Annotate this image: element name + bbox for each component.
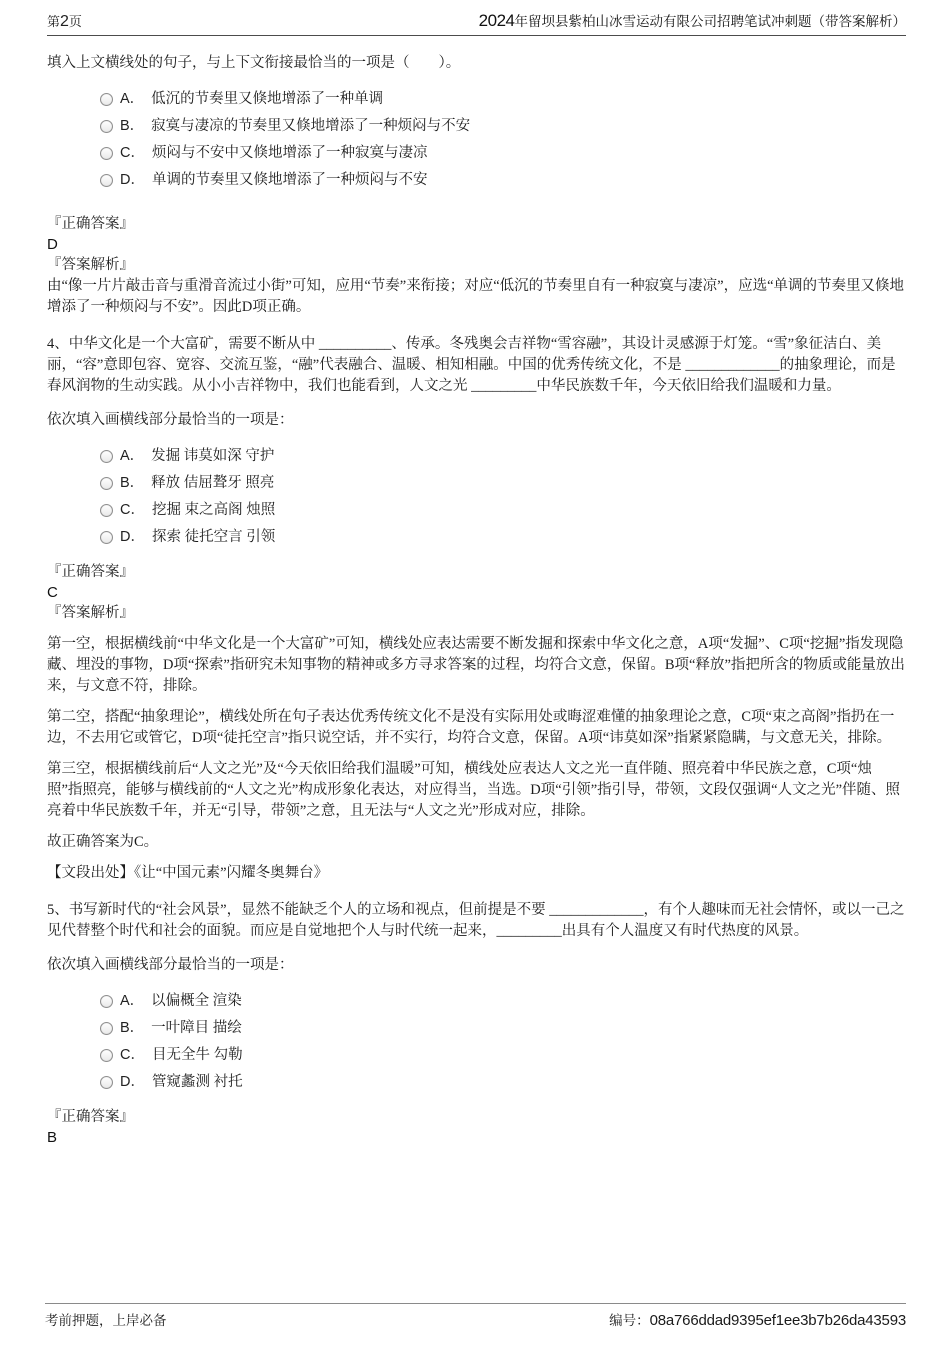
- analysis-conclusion: 故正确答案为C。: [47, 834, 159, 850]
- page-number-suffix: 页: [68, 14, 82, 29]
- option-row-b[interactable]: [47, 1015, 906, 1042]
- option-letter: D．: [120, 1074, 145, 1090]
- radio-button[interactable]: [100, 531, 113, 544]
- correct-answer-label: 『正确答案』: [47, 564, 134, 580]
- option-row-c[interactable]: [47, 140, 906, 167]
- radio-button[interactable]: [100, 93, 113, 106]
- doc-code-value: 08a766ddad9395ef1ee3b7b26da43593: [649, 1312, 906, 1329]
- footer-slogan: 考前押题，上岸必备: [45, 1313, 167, 1328]
- option-text: 目无全牛 勾勒: [151, 1047, 243, 1063]
- analysis-body: [47, 276, 906, 318]
- doc-code-label: 编号：: [609, 1313, 650, 1328]
- analysis-paragraph-3: 第三空，根据横线前后“人文之光”及“今天依旧给我们温暖”可知，横线处应表达人文之光一直伴随、照亮着中华民族之意，C项“烛照”指照亮，能够与横线前的“人文之光”构成形象化表达，对应得当，当选。D项“引领”指引导，带领，文段仅强调“人文之光”伴随、照亮着中华民族数千年，并无“引导，带领”之意，且无法与“人文之光”形成对应，排除。: [47, 761, 901, 819]
- page-number-prefix: 第: [47, 14, 61, 29]
- option-row-b[interactable]: [47, 470, 906, 497]
- radio-button[interactable]: [100, 995, 113, 1008]
- page-header: [47, 10, 906, 36]
- options-group-prev: [47, 86, 906, 194]
- option-letter: A．: [120, 91, 145, 107]
- radio-button[interactable]: [100, 450, 113, 463]
- analysis-paragraph: 由“像一片片敲击音与重滑音流过小街”可知，应用“节奏”来衔接；对应“低沉的节奏里自有一种寂寞与凄凉”，应选“单调的节奏里又倏地增添了一种烦闷与不安”。因此D项正确。: [47, 278, 905, 315]
- radio-button[interactable]: [100, 477, 113, 490]
- analysis-label: 『答案解析』: [47, 257, 134, 273]
- option-letter: A．: [120, 448, 145, 464]
- doc-title: [479, 10, 906, 32]
- radio-button[interactable]: [100, 1076, 113, 1089]
- page-footer: [45, 1303, 906, 1331]
- option-letter: D．: [120, 529, 145, 545]
- option-letter: A．: [120, 993, 145, 1009]
- option-text: 烦闷与不安中又倏地增添了一种寂寞与凄凉: [151, 145, 428, 161]
- analysis-paragraph-1: 第一空，根据横线前“中华文化是一个大富矿”可知，横线处应表达需要不断发掘和探索中华文化之意，A项“发掘”、C项“挖掘”指发现隐藏、埋没的事物，D项“探索”指研究未知事物的精神或多方寻求答案的过程，均符合文意，保留。B项“释放”指把所含的物质或能量放出来，与文意不符，排除。: [47, 636, 905, 694]
- analysis-label: 『答案解析』: [47, 605, 134, 621]
- correct-answer-label: 『正确答案』: [47, 216, 134, 232]
- question-stem-continued: 填入上文横线处的句子，与上下文衔接最恰当的一项是（ ）。: [47, 55, 461, 71]
- page-number-value: 2: [60, 13, 69, 30]
- option-text: 发掘 讳莫如深 守护: [151, 448, 275, 464]
- question-5-instruction: 依次填入画横线部分最恰当的一项是：: [47, 957, 294, 973]
- radio-button[interactable]: [100, 1022, 113, 1035]
- analysis-body: [47, 634, 906, 884]
- option-letter: C．: [120, 145, 145, 161]
- question-5-stem: 5、书写新时代的“社会风景”，显然不能缺乏个人的立场和视点，但前提是不要 _____________，有个人趣味而无社会情怀，或以一己之见代替整个时代和社会的面貌。而应是自觉地把个人与时代统一起来，_________出具有个人温度又有时代热度的风景。: [47, 902, 905, 939]
- radio-button[interactable]: [100, 504, 113, 517]
- option-letter: B．: [120, 1020, 145, 1036]
- option-text: 寂寞与凄凉的节奏里又倏地增添了一种烦闷与不安: [151, 118, 471, 134]
- option-text: 低沉的节奏里又倏地增添了一种单调: [151, 91, 384, 107]
- option-letter: B．: [120, 475, 145, 491]
- option-letter: C．: [120, 1047, 145, 1063]
- correct-answer-value: B: [47, 1129, 58, 1146]
- page-number: [47, 11, 82, 32]
- answer-section-prev: [47, 214, 906, 318]
- analysis-source: 【文段出处】《让“中国元素”闪耀冬奥舞台》: [47, 865, 329, 881]
- options-group-q5: [47, 988, 906, 1096]
- option-letter: D．: [120, 172, 145, 188]
- option-text: 挖掘 束之高阁 烛照: [151, 502, 276, 518]
- option-letter: B．: [120, 118, 145, 134]
- option-text: 一叶障目 描绘: [151, 1020, 242, 1036]
- radio-button[interactable]: [100, 1049, 113, 1062]
- option-row-a[interactable]: [47, 86, 906, 113]
- answer-section-q4: [47, 562, 906, 884]
- radio-button[interactable]: [100, 120, 113, 133]
- analysis-paragraph-2: 第二空，搭配“抽象理论”，横线处所在句子表达优秀传统文化不是没有实际用处或晦涩难懂的抽象理论之意，C项“束之高阁”指扔在一边，不去用它或管它，D项“徒托空言”指只说空话，并不实行，均符合文意，保留。A项“讳莫如深”指紧紧隐瞒，与文意无关，排除。: [47, 709, 895, 746]
- question-4-stem: 4、中华文化是一个大富矿，需要不断从中 __________、传承。冬残奥会吉祥物“雪容融”，其设计灵感源于灯笼。“雪”象征洁白、美丽，“容”意即包容、宽容、交流互鉴，“融”代表融合、温暖、相知相融。中国的优秀传统文化，不是 _____________的抽象理论，而是春风润物的生动实践。从小小吉祥物中，我们也能看到，人文之光 _________中华民族数千年，今天依旧给我们温暖和力量。: [47, 336, 896, 394]
- options-group-q4: [47, 443, 906, 551]
- option-row-d[interactable]: [47, 524, 906, 551]
- question-4-instruction: 依次填入画横线部分最恰当的一项是：: [47, 412, 294, 428]
- option-text: 释放 佶屈聱牙 照亮: [151, 475, 275, 491]
- radio-button[interactable]: [100, 174, 113, 187]
- option-text: 探索 徒托空言 引领: [151, 529, 276, 545]
- option-row-c[interactable]: [47, 1042, 906, 1069]
- option-text: 单调的节奏里又倏地增添了一种烦闷与不安: [151, 172, 428, 188]
- correct-answer-value: C: [47, 584, 58, 601]
- option-text: 管窥蠡测 衬托: [151, 1074, 243, 1090]
- option-row-d[interactable]: [47, 167, 906, 194]
- option-text: 以偏概全 渲染: [151, 993, 242, 1009]
- answer-section-q5: [47, 1107, 906, 1148]
- option-row-a[interactable]: [47, 443, 906, 470]
- doc-title-year: 2024: [478, 11, 515, 30]
- option-row-a[interactable]: [47, 988, 906, 1015]
- correct-answer-value: D: [47, 236, 58, 253]
- option-row-c[interactable]: [47, 497, 906, 524]
- correct-answer-label: 『正确答案』: [47, 1109, 134, 1125]
- option-row-d[interactable]: [47, 1069, 906, 1096]
- doc-title-text: 年留坝县紫柏山冰雪运动有限公司招聘笔试冲刺题（带答案解析）: [514, 14, 906, 29]
- option-row-b[interactable]: [47, 113, 906, 140]
- option-letter: C．: [120, 502, 145, 518]
- doc-code: [609, 1310, 906, 1331]
- radio-button[interactable]: [100, 147, 113, 160]
